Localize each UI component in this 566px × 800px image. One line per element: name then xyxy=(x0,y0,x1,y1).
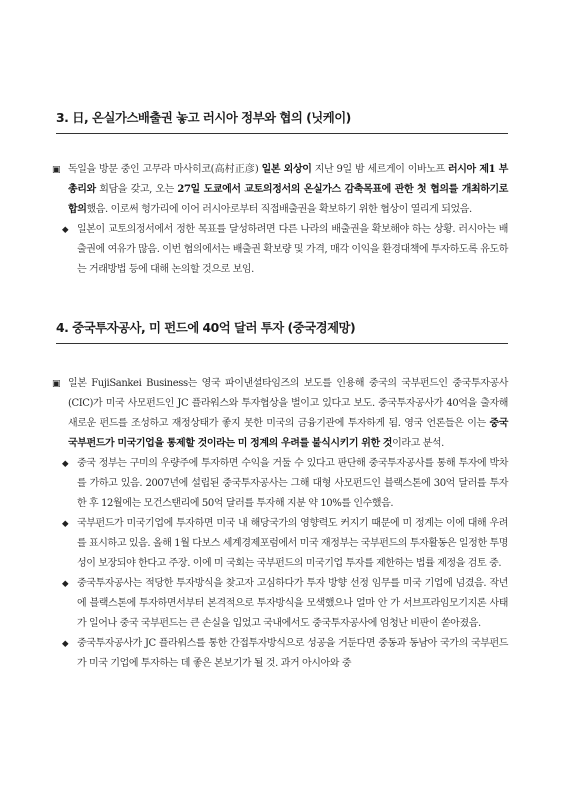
paragraph-detail xyxy=(62,220,508,280)
paragraph-detail xyxy=(62,514,509,574)
diamond-bullet-icon: ◆ xyxy=(62,459,69,469)
bold-text-span: 27일 도쿄에서 교토의정서의 온실가스 감축목표에 관한 첫 협의를 개최하기로 합의 xyxy=(68,184,508,215)
text-span: 중국 정부는 구미의 우량주에 투자하면 수익을 거둘 수 있다고 판단해 중국투자공사를 통해 투자에 박차를 가하고 있음. 2007년에 설립된 중국투자공사는 그해 대형 사모펀드인 블랙스톤에 30억 달러를 투자한 후 12월에는 모건스탠리에 50억 달러를 투자해 지분 약 10%를 인수했음. xyxy=(77,458,508,509)
square-bullet-icon: ▣ xyxy=(52,165,61,175)
paragraph-main xyxy=(52,374,508,454)
text-span: 회담을 갖고, 오는 xyxy=(95,184,178,195)
section-body xyxy=(0,374,566,674)
section-cic-investment xyxy=(0,318,566,674)
text-span: 중국투자공사가 JC 플라워스를 통한 간접투자방식으로 성공을 거둔다면 중동과 동남아 국가의 국부펀드가 미국 기업에 투자하는 데 좋은 본보기가 될 것. 과거 아시아와 중 xyxy=(77,638,508,669)
text-span: 중국투자공사는 적당한 투자방식을 찾고자 고심하다가 투자 방향 선정 임무를 미국 기업에 넘겼음. 작년에 블랙스톤에 투자하면서부터 본격적으로 투자방식을 모색했으나 얼마 안 가 서브프라임모기지론 사태가 일어나 중국 국부펀드는 큰 손실을 입었고 국내에서도 중국투자공사에 엄청난 비판이 쏟아졌음. xyxy=(77,578,508,629)
text-span: 이라고 분석. xyxy=(392,438,444,449)
text-span: 일본이 교토의정서에서 정한 목표를 달성하려면 다른 나라의 배출권을 확보해야 하는 상황. 러시아는 배출권에 여유가 많음. 이번 협의에서는 배출권 확보량 및 가격, 매각 이익을 환경대책에 투자하도록 유도하는 거래방법 등에 대해 논의할 것으로 보임. xyxy=(77,224,508,275)
bold-text-span: 러시아 제1 부총리와 xyxy=(68,164,508,195)
section-russia-emissions xyxy=(0,108,566,280)
diamond-bullet-icon: ◆ xyxy=(62,579,69,589)
paragraph-detail xyxy=(62,454,508,514)
heading-rule xyxy=(56,343,508,344)
text-span: 국부펀드가 미국기업에 투자하면 미국 내 해당국가의 영향력도 커지기 때문에 미 정계는 이에 대해 우려를 표시하고 있음. 올해 1월 다보스 세계경제포럼에서 미국 재정부는 국부펀드의 투자활동은 일정한 투명성이 보장되야 한다고 주장. 이에 미 국회는 국부펀드의 미국기업 투자를 제한하는 법률 제정을 검토 중. xyxy=(77,518,509,569)
text-span: 했음. 이로써 헝가리에 이어 러시아로부터 직접배출권을 확보하기 위한 협상이 열리게 되었음. xyxy=(86,204,472,215)
square-bullet-icon: ▣ xyxy=(52,379,61,389)
diamond-bullet-icon: ◆ xyxy=(62,225,69,235)
section-heading: 4. 중국투자공사, 미 펀드에 40억 달러 투자 (중국경제망) xyxy=(56,320,356,335)
heading-rule xyxy=(56,133,508,134)
bold-text-span: 일본 외상이 xyxy=(261,164,312,175)
text-span: 독일을 방문 중인 고무라 마사히코(高村正彦) xyxy=(68,164,262,175)
paragraph-main xyxy=(52,160,508,220)
section-body xyxy=(0,160,566,280)
bold-text-span: 중국 국부펀드가 미국기업을 통제할 것이라는 미 정계의 우려를 불식시키기 위한 것 xyxy=(68,418,508,449)
text-span: 일본 FujiSankei Business는 영국 파이낸셜타임즈의 보도를 인용해 중국의 국부펀드인 중국투자공사(CIC)가 미국 사모펀드인 JC 플라워스와 투자협상을 벌이고 있다고 보도. 중국투자공사가 40억을 출자해 새로운 펀드를 조성하고 재정상태가 좋지 못한 미국의 금융기관에 투자하게 됨. 영국 언론들은 이는 xyxy=(68,378,508,429)
diamond-bullet-icon: ◆ xyxy=(62,639,69,649)
paragraph-detail xyxy=(62,574,508,634)
diamond-bullet-icon: ◆ xyxy=(62,519,69,529)
section-heading: 3. 日, 온실가스배출권 놓고 러시아 정부와 협의 (닛케이) xyxy=(56,110,351,125)
text-span: 지난 9일 밤 세르게이 이바노프 xyxy=(311,164,449,175)
paragraph-detail xyxy=(62,634,508,674)
